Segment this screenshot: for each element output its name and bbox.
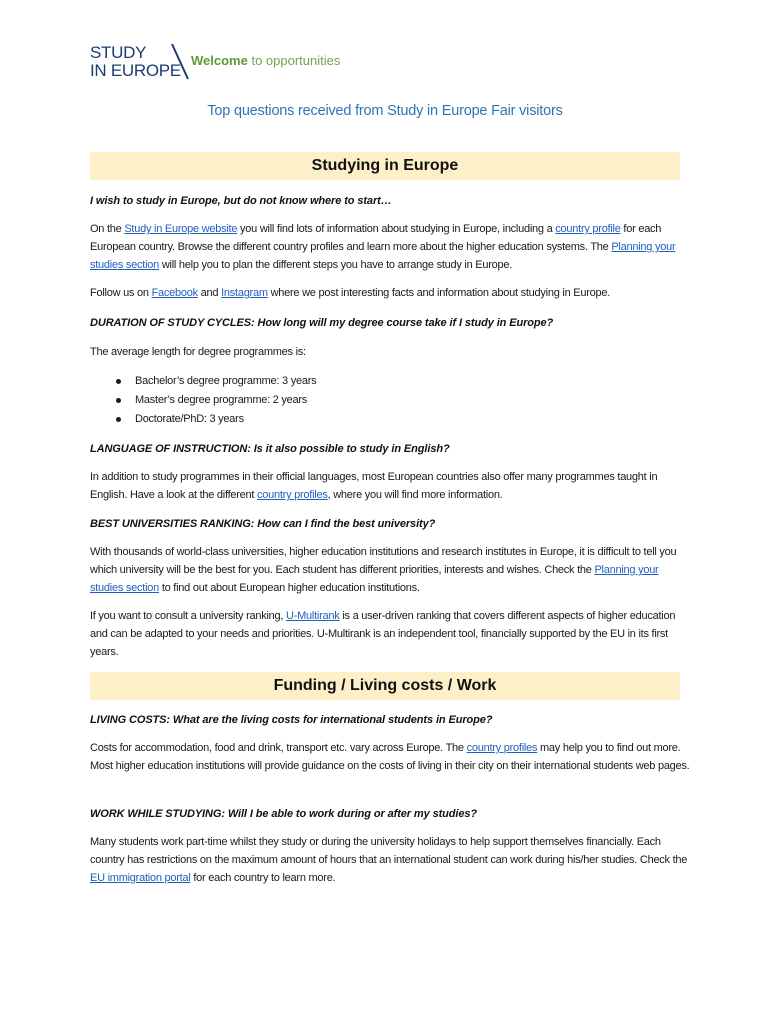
study-in-europe-website-link[interactable]: Study in Europe website xyxy=(124,223,238,235)
logo-line-study: STUDY xyxy=(90,43,147,62)
document-title: Top questions received from Study in Europe Fair visitors xyxy=(207,103,563,119)
question-work: WORK WHILE STUDYING: Will I be able to work during or after my studies? xyxy=(90,808,477,820)
paragraph-follow-us xyxy=(90,284,690,302)
text: Follow us on xyxy=(90,287,152,299)
list-item: Master’s degree programme: 2 years xyxy=(90,391,590,410)
list-item: Bachelor’s degree programme: 3 years xyxy=(90,372,590,391)
logo-slash-icon xyxy=(170,44,190,80)
paragraph-website-intro xyxy=(90,220,690,274)
paragraph-average-length: The average length for degree programmes is: xyxy=(90,346,306,358)
question-living-costs: LIVING COSTS: What are the living costs for international students in Europe? xyxy=(90,714,493,726)
study-in-europe-logo xyxy=(90,44,390,80)
text: , where you will find more information. xyxy=(327,489,503,501)
country-profile-link[interactable]: country profile xyxy=(555,223,621,235)
planning-your-studies-link-2[interactable]: Planning your studies section xyxy=(90,564,659,594)
text: will help you to plan the different steps you have to arrange study in Europe. xyxy=(159,259,513,271)
text: and xyxy=(197,287,222,299)
text: On the xyxy=(90,223,125,235)
logo-tagline xyxy=(191,53,340,68)
eu-immigration-portal-link[interactable]: EU immigration portal xyxy=(90,872,191,884)
logo-tagline-rest: to opportunities xyxy=(247,53,341,68)
degree-length-list xyxy=(90,372,590,429)
text: Many students work part-time whilst they study or during the university holidays to help support themselves financially. Each country has restrictions on the maximum amount of hours that an international student can work during his/her studies. Check the xyxy=(90,836,688,866)
paragraph-language xyxy=(90,468,690,504)
question-language: LANGUAGE OF INSTRUCTION: Is it also possible to study in English? xyxy=(90,443,450,455)
section-heading-funding: Funding / Living costs / Work xyxy=(90,672,680,700)
paragraph-u-multirank xyxy=(90,607,690,661)
text: Costs for accommodation, food and drink, transport etc. vary across Europe. The xyxy=(90,742,467,754)
paragraph-living-costs xyxy=(90,739,690,775)
u-multirank-link[interactable]: U-Multirank xyxy=(286,610,340,622)
text: If you want to consult a university ranking, xyxy=(90,610,287,622)
text: to find out about European higher education institutions. xyxy=(159,582,420,594)
instagram-link[interactable]: Instagram xyxy=(221,287,268,299)
question-where-to-start: I wish to study in Europe, but do not know where to start… xyxy=(90,195,392,207)
text: you will find lots of information about studying in Europe, including a xyxy=(237,223,556,235)
text: for each European country. Browse the different country profiles and learn more about the higher education systems. The xyxy=(90,223,662,253)
question-duration: DURATION OF STUDY CYCLES: How long will my degree course take if I study in Europe? xyxy=(90,317,554,329)
paragraph-work xyxy=(90,833,690,887)
country-profiles-link-2[interactable]: country profiles xyxy=(466,742,538,754)
country-profiles-link[interactable]: country profiles xyxy=(257,489,328,501)
section-heading-studying: Studying in Europe xyxy=(90,152,680,180)
text: may help you to find out more. Most higher education institutions will provide guidance on the costs of living in their city on their international students web pages. xyxy=(90,742,690,772)
text: where we post interesting facts and information about studying in Europe. xyxy=(267,287,611,299)
logo-tagline-bold: Welcome xyxy=(191,53,248,68)
text: is a user-driven ranking that covers different aspects of higher education and can be adapted to your needs and priorities. U-Multirank is an independent tool, financially supported by the EU in its first years. xyxy=(90,610,676,658)
text: In addition to study programmes in their official languages, most European countries also offer many programmes taught in English. Have a look at the different xyxy=(90,471,658,501)
list-item: Doctorate/PhD: 3 years xyxy=(90,410,590,429)
text: for each country to learn more. xyxy=(190,872,336,884)
facebook-link[interactable]: Facebook xyxy=(151,287,198,299)
question-ranking: BEST UNIVERSITIES RANKING: How can I find the best university? xyxy=(90,518,436,530)
text: With thousands of world-class universities, higher education institutions and research institutes in Europe, it is difficult to tell you which university will be the best for you. Each student has different priorities, interests and wishes. Check the xyxy=(90,546,677,576)
logo-line-in-europe: IN EUROPE xyxy=(90,61,181,80)
paragraph-ranking xyxy=(90,543,690,597)
planning-your-studies-link[interactable]: Planning your studies section xyxy=(90,241,676,271)
